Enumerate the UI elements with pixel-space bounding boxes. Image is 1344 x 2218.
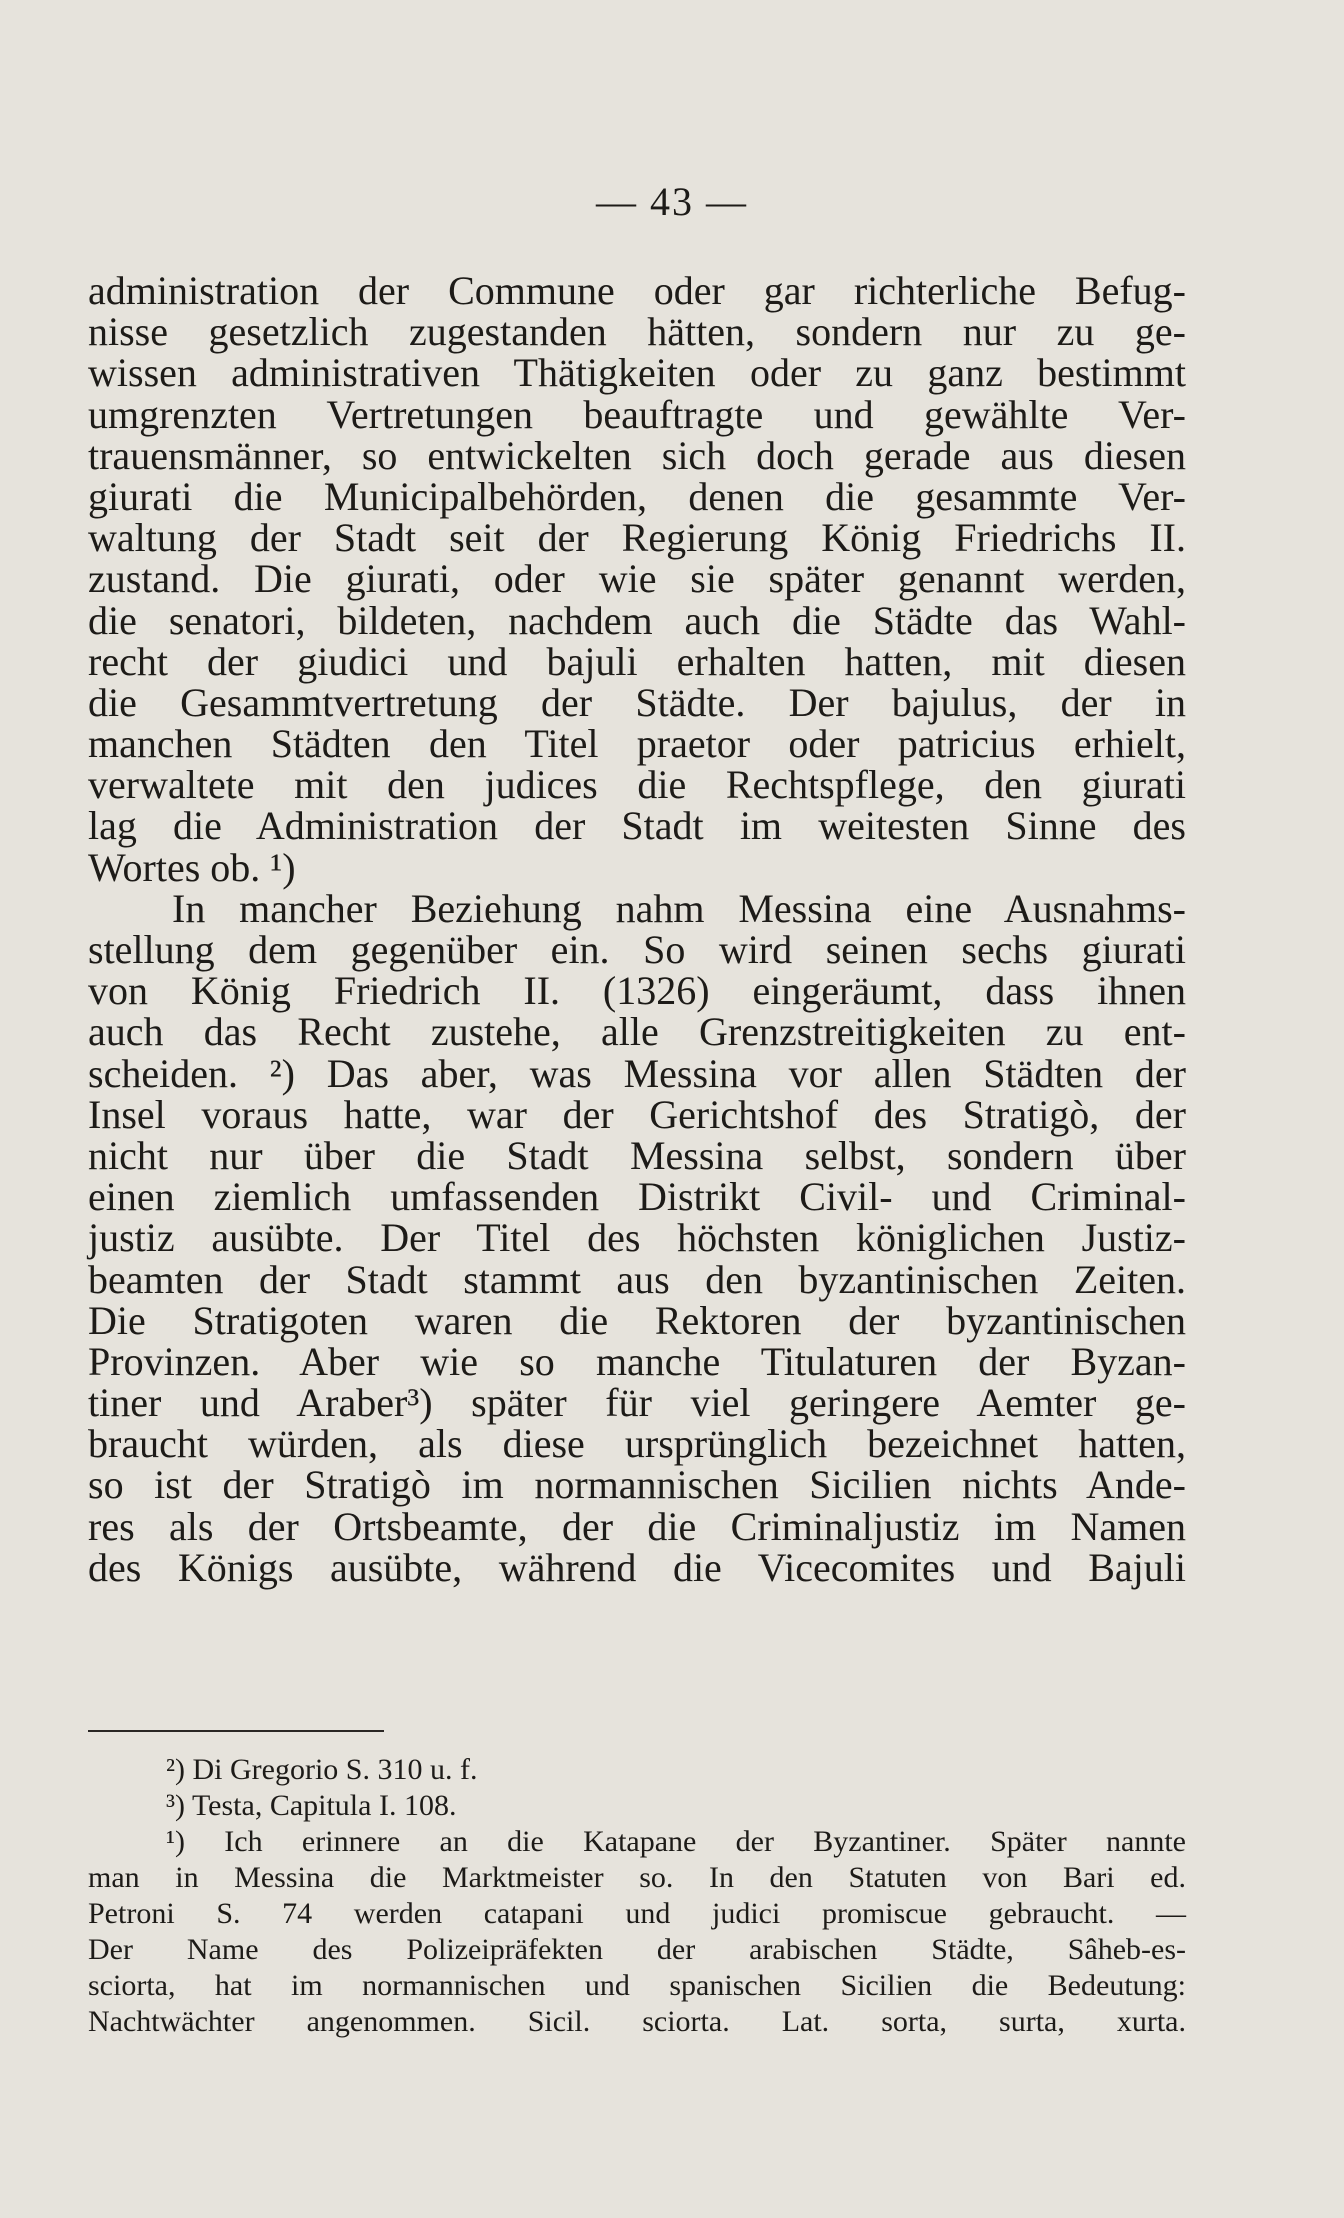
body-line: Insel voraus hatte, war der Gerichtshof des Stratigò, der (88, 1091, 1186, 1137)
body-line: einen ziemlich umfassenden Distrikt Civil- und Criminal- (88, 1174, 1186, 1220)
body-line: In mancher Beziehung nahm Messina eine Ausnahms- (172, 885, 1186, 931)
body-line: des Königs ausübte, während die Vicecomites und Bajuli (88, 1544, 1186, 1590)
footnote-line: Petroni S. 74 werden catapani und judici promiscue gebraucht. — (88, 1897, 1186, 1930)
body-text (88, 270, 1186, 1588)
body-line: lag die Administration der Stadt im weitesten Sinne des (88, 803, 1186, 849)
body-line: manchen Städten den Titel praetor oder patricius erhielt, (88, 721, 1186, 767)
body-line: justiz ausübte. Der Titel des höchsten königlichen Justiz- (88, 1215, 1186, 1261)
footnote-line: ³) Testa, Capitula I. 108. (166, 1789, 457, 1822)
body-line: tiner und Araber³) später für viel geringere Aemter ge- (88, 1380, 1186, 1426)
footnote-line: ¹) Ich erinnere an die Katapane der Byzantiner. Später nannte (166, 1825, 1186, 1858)
body-line: wissen administrativen Thätigkeiten oder zu ganz bestimmt (88, 350, 1186, 396)
body-line: von König Friedrich II. (1326) eingeräumt, dass ihnen (88, 968, 1186, 1014)
footnote-divider (88, 1730, 384, 1732)
body-line: die Gesammtvertretung der Städte. Der bajulus, der in (88, 679, 1186, 725)
body-line: res als der Ortsbeamte, der die Criminaljustiz im Namen (88, 1503, 1186, 1549)
body-line: Wortes ob. ¹) (88, 844, 296, 890)
body-line: scheiden. ²) Das aber, was Messina vor allen Städten der (88, 1050, 1186, 1096)
footnote-line: Der Name des Polizeipräfekten der arabischen Städte, Sâheb-es- (88, 1933, 1186, 1966)
footnote-line: Nachtwächter angenommen. Sicil. sciorta. Lat. sorta, surta, xurta. (88, 2005, 1186, 2038)
body-line: verwaltete mit den judices die Rechtspflege, den giurati (88, 762, 1186, 808)
footnote-line: sciorta, hat im normannischen und spanischen Sicilien die Bedeutung: (88, 1969, 1186, 2002)
body-line: nisse gesetzlich zugestanden hätten, sondern nur zu ge- (88, 309, 1186, 355)
body-line: nicht nur über die Stadt Messina selbst, sondern über (88, 1132, 1186, 1178)
body-line: Provinzen. Aber wie so manche Titulaturen der Byzan- (88, 1338, 1186, 1384)
footnotes (88, 1730, 1186, 2040)
body-line: waltung der Stadt seit der Regierung König Friedrichs II. (88, 515, 1186, 561)
body-line: trauensmänner, so entwickelten sich doch gerade aus diesen (88, 432, 1186, 478)
body-line: so ist der Stratigò im normannischen Sicilien nichts Ande- (88, 1462, 1186, 1508)
body-line: beamten der Stadt stammt aus den byzantinischen Zeiten. (88, 1256, 1186, 1302)
body-line: auch das Recht zustehe, alle Grenzstreitigkeiten zu ent- (88, 1009, 1186, 1055)
body-line: die senatori, bildeten, nachdem auch die Städte das Wahl- (88, 597, 1186, 643)
footnote-line: ²) Di Gregorio S. 310 u. f. (166, 1753, 478, 1786)
footnote-line: man in Messina die Marktmeister so. In den Statuten von Bari ed. (88, 1861, 1186, 1894)
body-line: Die Stratigoten waren die Rektoren der byzantinischen (88, 1297, 1186, 1343)
page-number: — 43 — (596, 179, 748, 224)
body-line: stellung dem gegenüber ein. So wird seinen sechs giurati (88, 927, 1186, 972)
body-line: braucht würden, als diese ursprünglich bezeichnet hatten, (88, 1421, 1186, 1467)
body-line: zustand. Die giurati, oder wie sie später genannt werden, (88, 556, 1186, 602)
body-line: umgrenzten Vertretungen beauftragte und gewählte Ver- (88, 391, 1186, 437)
body-line: recht der giudici und bajuli erhalten hatten, mit diesen (88, 638, 1186, 684)
body-line: giurati die Municipalbehörden, denen die gesammte Ver- (88, 473, 1186, 519)
body-line: administration der Commune oder gar richterliche Befug- (88, 268, 1186, 313)
